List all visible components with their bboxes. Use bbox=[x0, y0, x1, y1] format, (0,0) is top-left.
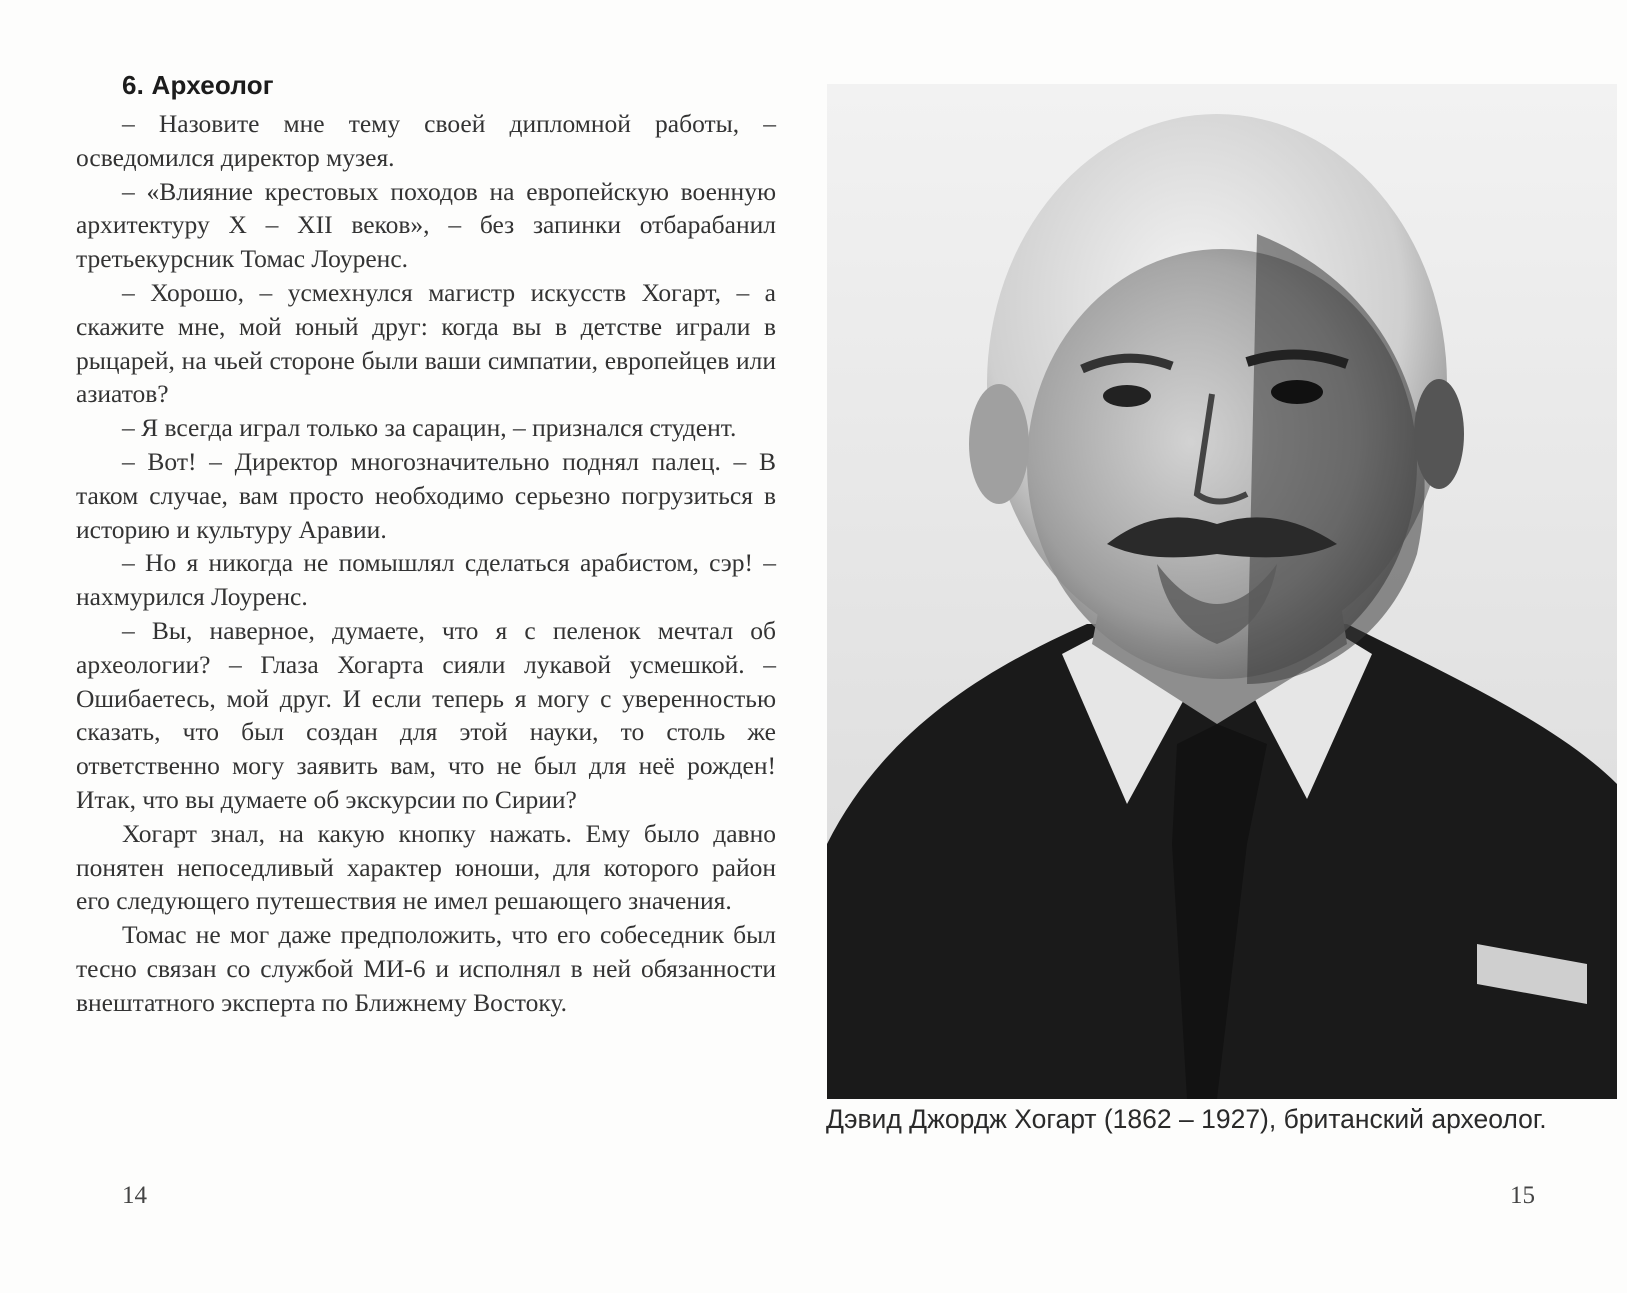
paragraph-4: – Я всегда играл только за сарацин, – признался студент. bbox=[122, 413, 737, 443]
paragraph-8: Хогарт знал, на какую кнопку нажать. Ему было давно понятен непоседливый характер юноши, для которого район его следующего путешествия не имел решающего значения. bbox=[76, 818, 776, 916]
page-number-left: 14 bbox=[122, 1182, 147, 1209]
photo-caption: Дэвид Джордж Хогарт (1862 – 1927), британский археолог. bbox=[826, 1104, 1547, 1134]
paragraph-6: – Но я никогда не помышлял сделаться арабистом, сэр! – нахмурился Лоуренс. bbox=[76, 548, 776, 612]
page-number-right: 15 bbox=[1510, 1182, 1535, 1209]
paragraph-3: – Хорошо, – усмехнулся магистр искусств Хогарт, – а скажите мне, мой юный друг: когда вы в детстве играли в рыцарей, на чьей стороне были ваши симпатии, европейцев или азиатов? bbox=[76, 277, 776, 409]
left-page bbox=[76, 70, 776, 1020]
paragraph-7: – Вы, наверное, думаете, что я с пеленок мечтал об археологии? – Глаза Хогарта сияли лукавой усмешкой. – Ошибаетесь, мой друг. И если теперь я могу с уверенностью сказать, что был создан для этой науки, то столь же ответственно могу заявить вам, что не был для неё рожден! Итак, что вы думаете об экскурсии по Сирии? bbox=[76, 615, 776, 814]
paragraph-2: – «Влияние крестовых походов на европейскую военную архитектуру X – XII веков», – без запинки отбарабанил третьекурсник Томас Лоуренс. bbox=[76, 176, 776, 274]
chapter-title: 6. Археолог bbox=[122, 70, 274, 100]
paragraph-9: Томас не мог даже предположить, что его собеседник был тесно связан со службой МИ-6 и исполнял в ней обязанности внештатного эксперта по Ближнему Востоку. bbox=[76, 920, 776, 1017]
paragraph-1: – Назовите мне тему своей дипломной работы, – осведомился директор музея. bbox=[76, 109, 776, 172]
paragraph-5: – Вот! – Директор многозначительно поднял палец. – В таком случае, вам просто необходимо серьезно погрузиться в историю и культуру Аравии. bbox=[76, 446, 776, 544]
portrait-photo bbox=[827, 84, 1617, 1099]
